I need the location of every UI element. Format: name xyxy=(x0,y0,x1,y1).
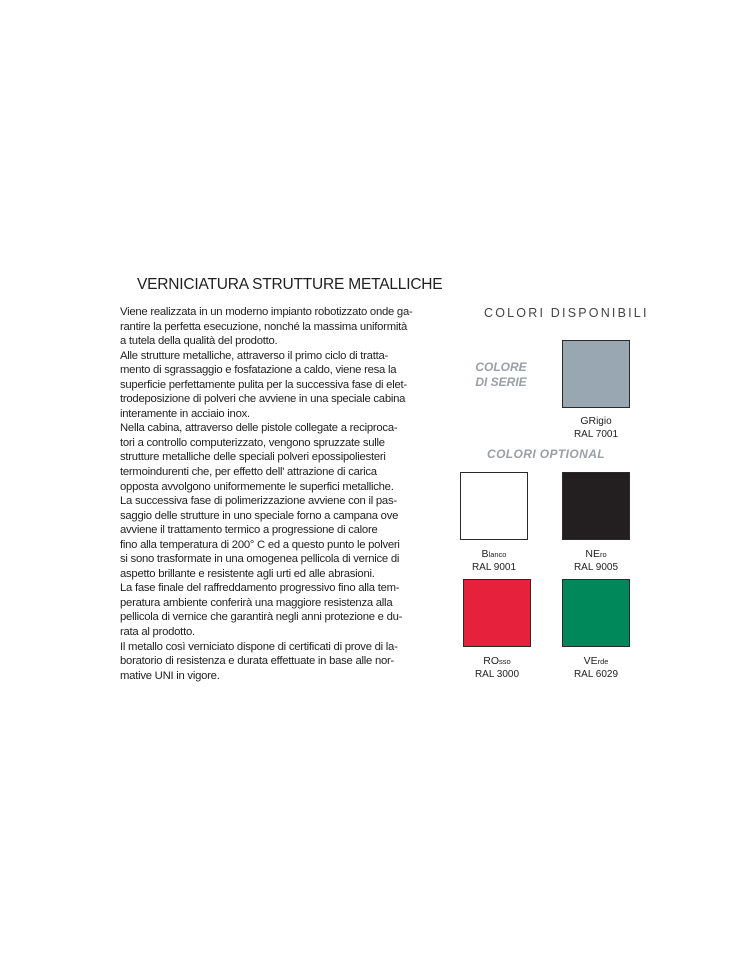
swatch-name xyxy=(440,548,548,562)
body-line: mento di sgrassaggio e fosfatazione a caldo, viene resa la xyxy=(120,364,397,377)
swatch-code: RAL 9005 xyxy=(573,561,619,573)
body-line: Nella cabina, attraverso delle pistole collegate a reciproca- xyxy=(120,422,398,435)
swatch-code: RAL 3000 xyxy=(474,668,520,680)
swatch-caption xyxy=(542,655,650,681)
swatch-name-big: RO xyxy=(483,655,500,667)
body-line: strutture metalliche delle speciali polveri epossipoliesteri xyxy=(120,451,386,464)
swatch-code: RAL 9001 xyxy=(471,561,517,573)
standard-label-line1: COLORE xyxy=(475,360,527,374)
body-line: si sono trasformate in una omogenea pellicola di vernice di xyxy=(120,553,400,566)
body-line: Il metallo così verniciato dispone di certificati di prove di la- xyxy=(120,640,398,653)
swatch-name xyxy=(542,415,650,429)
body-line: pellicola di vernice che garantirà negli anni protezione e du- xyxy=(120,611,403,624)
page-title: VERNICIATURA STRUTTURE METALLICHE xyxy=(137,276,443,293)
body-line: rantire la perfetta esecuzione, nonché la massima uniformità xyxy=(120,320,408,333)
body-paragraph xyxy=(120,305,440,683)
swatch-box xyxy=(562,472,630,540)
body-line: Alle strutture metalliche, attraverso il primo ciclo di tratta- xyxy=(120,349,389,362)
body-line: mative UNI in vigore. xyxy=(120,669,220,682)
swatch-name-big: VE xyxy=(583,655,598,667)
swatch-name-big: B xyxy=(481,548,489,560)
colors-heading: COLORI DISPONIBILI xyxy=(484,306,649,320)
swatch-caption xyxy=(440,548,548,574)
body-line: boratorio di resistenza e durata effettuate in base alle nor- xyxy=(120,655,395,668)
body-line: saggio delle strutture in uno speciale forno a campana ove xyxy=(120,509,399,522)
body-line: aspetto brillante e resistente agli urti ed alle abrasioni. xyxy=(120,567,375,580)
swatch-caption xyxy=(443,655,551,681)
swatch-name-small: sso xyxy=(499,657,511,666)
swatch-code: RAL 7001 xyxy=(573,428,619,440)
swatch-box xyxy=(562,340,630,408)
standard-label-line2: DI SERIE xyxy=(475,375,527,389)
body-line: La fase finale del raffreddamento progressivo fino alla tem- xyxy=(120,582,400,595)
swatch-caption xyxy=(542,548,650,574)
swatch-name-small: rde xyxy=(597,657,609,666)
optional-colors-label: COLORI OPTIONAL xyxy=(487,447,605,461)
swatch-name-big: NE xyxy=(585,548,600,560)
body-line: a tutela della qualità del prodotto. xyxy=(120,335,278,348)
swatch-code: RAL 6029 xyxy=(573,668,619,680)
swatch-name-small: ro xyxy=(599,550,607,559)
body-line: rata al prodotto. xyxy=(120,626,195,639)
swatch-name-small: lanco xyxy=(488,550,507,559)
swatch-box xyxy=(463,579,531,647)
swatch-name-big: GR xyxy=(580,415,597,427)
body-line: opposta avvolgono uniformemente le superfici metalliche. xyxy=(120,480,394,493)
body-line: Viene realizzata in un moderno impianto robotizzato onde ga- xyxy=(120,306,413,318)
swatch-name-rest: igio xyxy=(596,416,612,427)
swatch-caption xyxy=(542,415,650,441)
standard-colors-label xyxy=(470,360,532,390)
body-line: tori a controllo computerizzato, vengono spruzzate sulle xyxy=(120,436,385,449)
body-line: La successiva fase di polimerizzazione avviene con il pas- xyxy=(120,495,397,508)
body-line: peratura ambiente conferirà una maggiore resistenza alla xyxy=(120,596,393,609)
body-line: termoindurenti che, per effetto dell' attrazione di carica xyxy=(120,466,377,479)
body-line: avviene il trattamento termico a progressione di calore xyxy=(120,524,378,537)
swatch-name xyxy=(542,548,650,562)
swatch-box xyxy=(460,472,528,540)
body-line: trodeposizione di polveri che avviene in una speciale cabina xyxy=(120,393,406,406)
body-line: fino alla temperatura di 200° C ed a questo punto le polveri xyxy=(120,538,400,551)
swatch-name xyxy=(443,655,551,669)
body-line: interamente in acciaio inox. xyxy=(120,407,250,420)
swatch-box xyxy=(562,579,630,647)
body-line: superficie perfettamente pulita per la successiva fase di elet- xyxy=(120,378,407,391)
swatch-name xyxy=(542,655,650,669)
